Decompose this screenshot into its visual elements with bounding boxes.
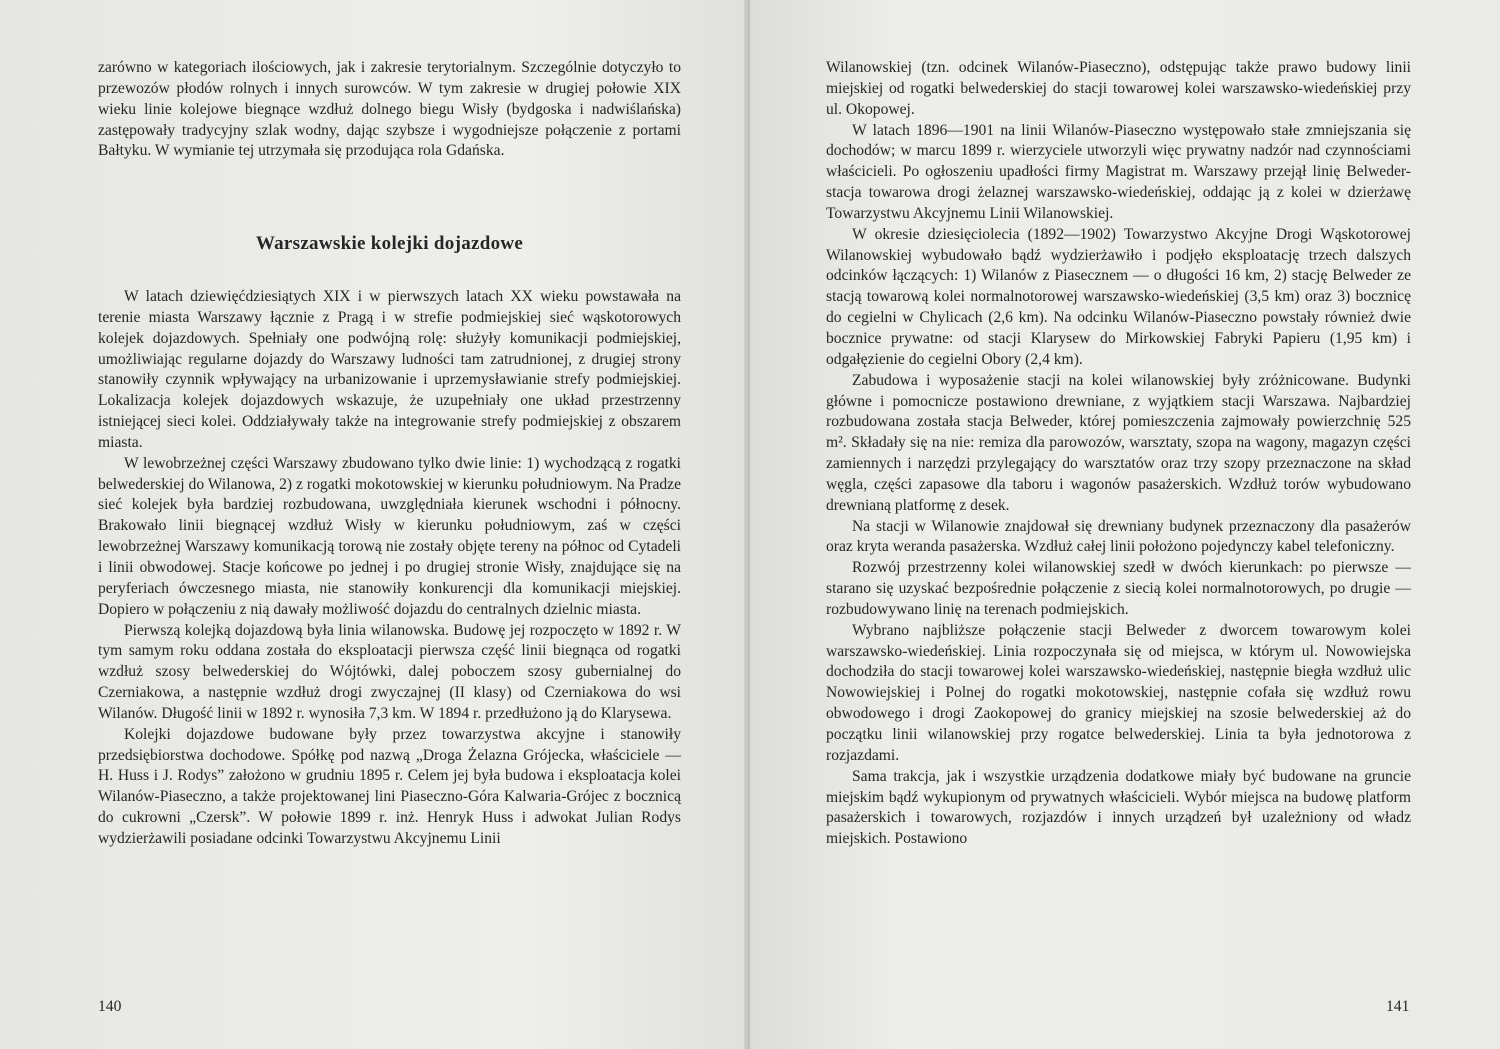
paragraph: Rozwój przestrzenny kolei wilanowskiej szedł w dwóch kierunkach: po pierwsze — starano się uzyskać bezpośrednie połączenie z siecią kolei normalnotorowych, po drugie — rozbudowywano linię na terenach podmiejskich.: [826, 559, 1411, 618]
paragraph: Pierwszą kolejką dojazdową była linia wilanowska. Budowę jej rozpoczęto w 1892 r. W tym samym roku oddana została do eksploatacji pierwsza część linii biegnąca od rogatki wzdłuż szosy belwederskiej do Wójtówki, dalej poboczem szosy gubernialnej do Czerniakowa, a następnie wzdłuż drogi zwyczajnej (II klasy) od Czerniakowa do wsi Wilanów. Długość linii w 1892 r. wynosiła 7,3 km. W 1894 r. przedłużono ją do Klarysewa.: [98, 621, 681, 722]
intro-paragraph: zarówno w kategoriach ilościowych, jak i zakresie terytorialnym. Szczególnie dotyczyło to przewozów płodów rolnych i innych surowców. W tym zakresie w drugiej połowie XIX wieku linie kolejowe biegnące wzdłuż dolnego biegu Wisły (bydgoska i nadwiślańska) zastępowały tradycyjny szlak wodny, dając szybsze i wygodniejsze połączenie z portami Bałtyku. W wymianie tej utrzymała się przodująca rola Gdańska.: [98, 59, 681, 160]
page-number-right: 141: [1386, 998, 1410, 1015]
left-intro-text: [98, 58, 681, 162]
paragraph: W okresie dziesięciolecia (1892—1902) Towarzystwo Akcyjne Drogi Wąskotorowej Wilanowskiej wybudowało bądź wydzierżawiło i podjęło eksploatację trzech dalszych odcinków łączących: 1) Wilanów z Piasecznem — o długości 16 km, 2) stację Belweder ze stacją towarową kolei normalnotorowej warszawsko-wiedeńskiej (3,5 km) oraz 3) bocznicę do cegielni w Chylicach (2,6 km). Na odcinku Wilanów-Piaseczno powstały również dwie bocznice prywatne: od stacji Klarysew do Mirkowskiej Fabryki Papieru (1,95 km) i odgałęzienie do cegielni Obory (2,4 km).: [826, 225, 1411, 368]
paragraph: Zabudowa i wyposażenie stacji na kolei wilanowskiej były zróżnicowane. Budynki główne i pomocnicze postawiono drewniane, z wyjątkiem stacji Warszawa. Najbardziej rozbudowana została stacja Belweder, której pomieszczenia zajmowały powierzchnię 525 m². Składały się na nie: remiza dla parowozów, warsztaty, szopa na wagony, magazyn części zamiennych i narzędzi przylegający do warsztatów oraz trzy szopy przeznaczone na skład węgla, części zapasowe dla taboru i wagonów pasażerskich. Wzdłuż torów wybudowano drewnianą platformę z desek.: [826, 371, 1411, 514]
paragraph: W latach 1896—1901 na linii Wilanów-Piaseczno występowało stałe zmniejszania się dochodów; w marcu 1899 r. wierzyciele utworzyli więc prywatny nadzór nad czynnościami właścicieli. Po ogłoszeniu upadłości firmy Magistrat m. Warszawy przejął linię Belweder-stacja towarowa drogi żelaznej warszawsko-wiedeńskiej, oddając ją z kolei w dzierżawę Towarzystwu Akcyjnemu Linii Wilanowskiej.: [826, 121, 1411, 222]
section-heading: Warszawskie kolejki dojazdowe: [255, 233, 524, 254]
page-number-left: 140: [98, 998, 122, 1015]
left-body-text: [98, 287, 681, 850]
paragraph: Wilanowskiej (tzn. odcinek Wilanów-Piaseczno), odstępując także prawo budowy linii miejskiej od rogatki belwederskiej do stacji towarowej kolei warszawsko-wiedeńskiej przy ul. Okopowej.: [826, 59, 1411, 118]
paragraph: W latach dziewięćdziesiątych XIX i w pierwszych latach XX wieku powstawała na terenie miasta Warszawy łącznie z Pragą i w strefie podmiejskiej sieć wąskotorowych kolejek dojazdowych. Spełniały one podwójną rolę: służyły komunikacji podmiejskiej, umożliwiając regularne dojazdy do Warszawy ludności tam zatrudnionej, z drugiej strony stanowiły czynnik wpływający na urbanizowanie i uprzemysławianie strefy podmiejskiej. Lokalizacja kolejek dojazdowych wskazuje, że uzupełniały one układ przestrzenny istniejącej sieci kolei. Oddziaływały także na integrowanie strefy podmiejskiej z obszarem miasta.: [98, 288, 681, 451]
paragraph: Sama trakcja, jak i wszystkie urządzenia dodatkowe miały być budowane na gruncie miejskim bądź wykupionym od prywatnych właścicieli. Wybór miejsca na budowę platform pasażerskich i towarowych, rozjazdów i innych urządzeń był uzależniony od władz miejskich. Postawiono: [826, 767, 1411, 848]
paragraph: W lewobrzeżnej części Warszawy zbudowano tylko dwie linie: 1) wychodzącą z rogatki belwederskiej do Wilanowa, 2) z rogatki mokotowskiej w kierunku południowym. Na Pradze sieć kolejek była bardziej rozbudowana, uwzględniała kierunek wschodni i północny. Brakowało linii biegnącej wzdłuż Wisły w kierunku południowym, zaś w części lewobrzeżnej Warszawy komunikacją torową nie zostały objęte tereny na północ od Cytadeli i linii obwodowej. Stacje końcowe po jednej i po drugiej stronie Wisły, znajdujące się na peryferiach ówczesnego miasta, nie stanowiły konkurencji dla komunikacji miejskiej. Dopiero w połączeniu z nią dawały możliwość dojazdu do centralnych dzielnic miasta.: [98, 454, 681, 618]
right-page: [750, 0, 1500, 1049]
paragraph: Na stacji w Wilanowie znajdował się drewniany budynek przeznaczony dla pasażerów oraz kryta weranda pasażerska. Wzdłuż całej linii położono pojedynczy kabel telefoniczny.: [826, 517, 1411, 556]
paragraph: Wybrano najbliższe połączenie stacji Belweder z dworcem towarowym kolei warszawsko-wiedeńskiej. Linia rozpoczynała się od miejsca, w którym ul. Nowowiejska dochodziła do stacji towarowej kolei warszawsko-wiedeńskiej, następnie biegła wzdłuż ulic Nowowiejskiej i Polnej do rogatki mokotowskiej, następnie cofała się wzdłuż rowu obwodowego i drogi Zaokopowej do granicy miejskiej na szosie belwederskiej aż do początku linii wilanowskiej przy rogatce belwederskiej. Linia ta była jednotorowa z rozjazdami.: [826, 621, 1411, 764]
paragraph: Kolejki dojazdowe budowane były przez towarzystwa akcyjne i stanowiły przedsiębiorstwa dochodowe. Spółkę pod nazwą „Droga Żelazna Grójecka, właściciele — H. Huss i J. Rodys” założono w grudniu 1895 r. Celem jej była budowa i eksploatacja kolei Wilanów-Piaseczno, a także projektowanej lini Piaseczno-Góra Kalwaria-Grójec z bocznicą do cukrowni „Czersk”. W połowie 1899 r. inż. Henryk Huss i adwokat Julian Rodys wydzierżawili posiadane odcinki Towarzystwu Akcyjnemu Linii: [98, 725, 681, 847]
right-body-text: [826, 58, 1411, 850]
